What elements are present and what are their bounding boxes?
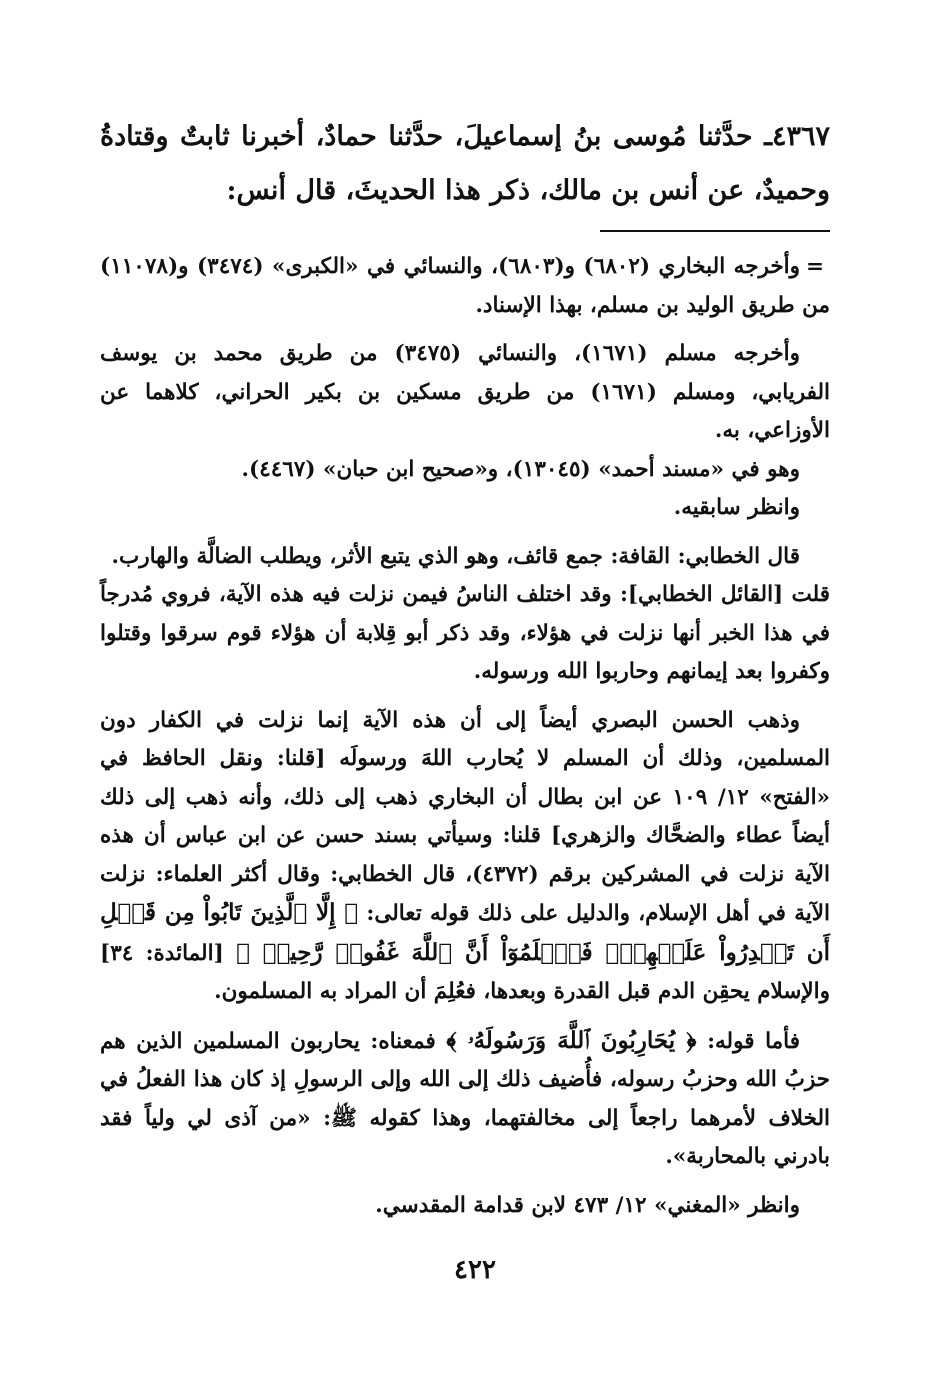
hadith-body: ـ حدَّثنا مُوسى بنُ إسماعيلَ، حدَّثنا حمادٌ، أخبرنا ثابتٌ وقتادةُ وحميدٌ، عن أنس بن مالك، ذكر هذا الحديثَ، قال أنس:: [100, 121, 830, 206]
footnote-paragraph: قلت [القائل الخطابي]: وقد اختلف الناسُ فيمن نزلت فيه هذه الآية، فروي مُدرجاً في هذا الخبر أنها نزلت في هؤلاء، وقد ذكر أبو قِلابة أن هؤلاء قوم سرقوا وقتلوا وكفروا بعد إيمانهم وحاربوا الله ورسوله.: [100, 582, 830, 684]
spacer: [100, 325, 830, 335]
spacer: [100, 1177, 830, 1187]
footnote-paragraph: [100, 248, 830, 325]
footnote-paragraph: [100, 702, 830, 1012]
spacer: [100, 692, 830, 702]
quran-verse: ﴿ يُحَارِبُونَ ٱللَّهَ وَرَسُولَهُۥ ﴾: [446, 1026, 697, 1054]
footnotes: [100, 248, 830, 1225]
footnote-text: وأخرجه البخاري (٦٨٠٢) و(٦٨٠٣)، والنسائي في «الكبرى» (٣٤٧٤) و(١١٠٧٨) من طريق الوليد بن مسلم، بهذا الإسناد.: [100, 254, 830, 318]
footnote-paragraph: [100, 1022, 830, 1177]
footnote-separator: [600, 230, 830, 232]
spacer: [100, 528, 830, 538]
footnote-paragraph: وانظر «المغني» ١٢/ ٤٧٣ لابن قدامة المقدسي.: [375, 1192, 800, 1218]
page-body: [100, 110, 830, 1225]
quran-verse: ﴿ إِلَّا ٱلَّذِينَ تَابُواْ مِن قَبۡلِ أَن تَقۡدِرُواْ عَلَيۡهِمۡۖ فَٱعۡلَمُوٓاْ أَنَّ ٱللَّهَ غَفُورٞ رَّحِيمٞ ﴾: [100, 899, 830, 966]
footnote-text: فمعناه: يحاربون المسلمين الذين هم حزبُ الله وحزبُ رسوله، فأُضيف ذلك إلى الله وإلى الرسولِ إذ كان هذا الفعلُ في الخلاف لأمرهما راجعاً إلى مخالفتهما، وهذا كقوله ﷺ: «من آذى لي ولياً فقد بادرني بالمحاربة».: [100, 1028, 830, 1169]
footnote-paragraph: وانظر سابقيه.: [673, 495, 800, 520]
footnote-text: فأما قوله:: [707, 1028, 800, 1054]
page-number: ٤٢٢: [454, 1255, 496, 1285]
footnote-paragraph: وأخرجه مسلم (١٦٧١)، والنسائي (٣٤٧٥) من طريق محمد بن يوسف الفريابي، ومسلم (١٦٧١) من طريق مسكين بن بكير الحراني، كلاهما عن الأوزاعي، به.: [100, 341, 830, 443]
spacer: [100, 1012, 830, 1022]
footnote-text: [المائدة: ٣٤] والإسلام يحقِن الدم قبل القدرة وبعدها، فعُلِمَ أن المراد به المسلمون.: [100, 940, 830, 1004]
hadith-number: ٤٣٦٧: [771, 121, 830, 152]
footnote-paragraph: وهو في «مسند أحمد» (١٣٠٤٥)، و«صحيح ابن حبان» (٤٤٦٧).: [241, 456, 800, 482]
footnote-paragraph: قال الخطابي: القافة: جمع قائف، وهو الذي يتبع الأثر، ويطلب الضالَّة والهارب.: [111, 543, 800, 569]
hadith-text: [100, 110, 830, 218]
footnote-text: وذهب الحسن البصري أيضاً إلى أن هذه الآية إنما نزلت في الكفار دون المسلمين، وذلك أن المسلم لا يُحارب اللهَ ورسولَه [قلنا: ونقل الحافظ في «الفتح» ١٢/ ١٠٩ عن ابن بطال أن البخاري ذهب إلى ذلك، وأنه ذهب إلى ذلك أيضاً عطاء والضحَّاك والزهري] قلنا: وسيأتي بسند حسن عن ابن عباس أن هذه الآية نزلت في المشركين برقم (٤٣٧٢)، قال الخطابي: وقال أكثر العلماء: نزلت الآية في أهل الإسلام، والدليل على ذلك قوله تعالى:: [100, 707, 830, 926]
continuation-mark: =: [805, 254, 824, 279]
